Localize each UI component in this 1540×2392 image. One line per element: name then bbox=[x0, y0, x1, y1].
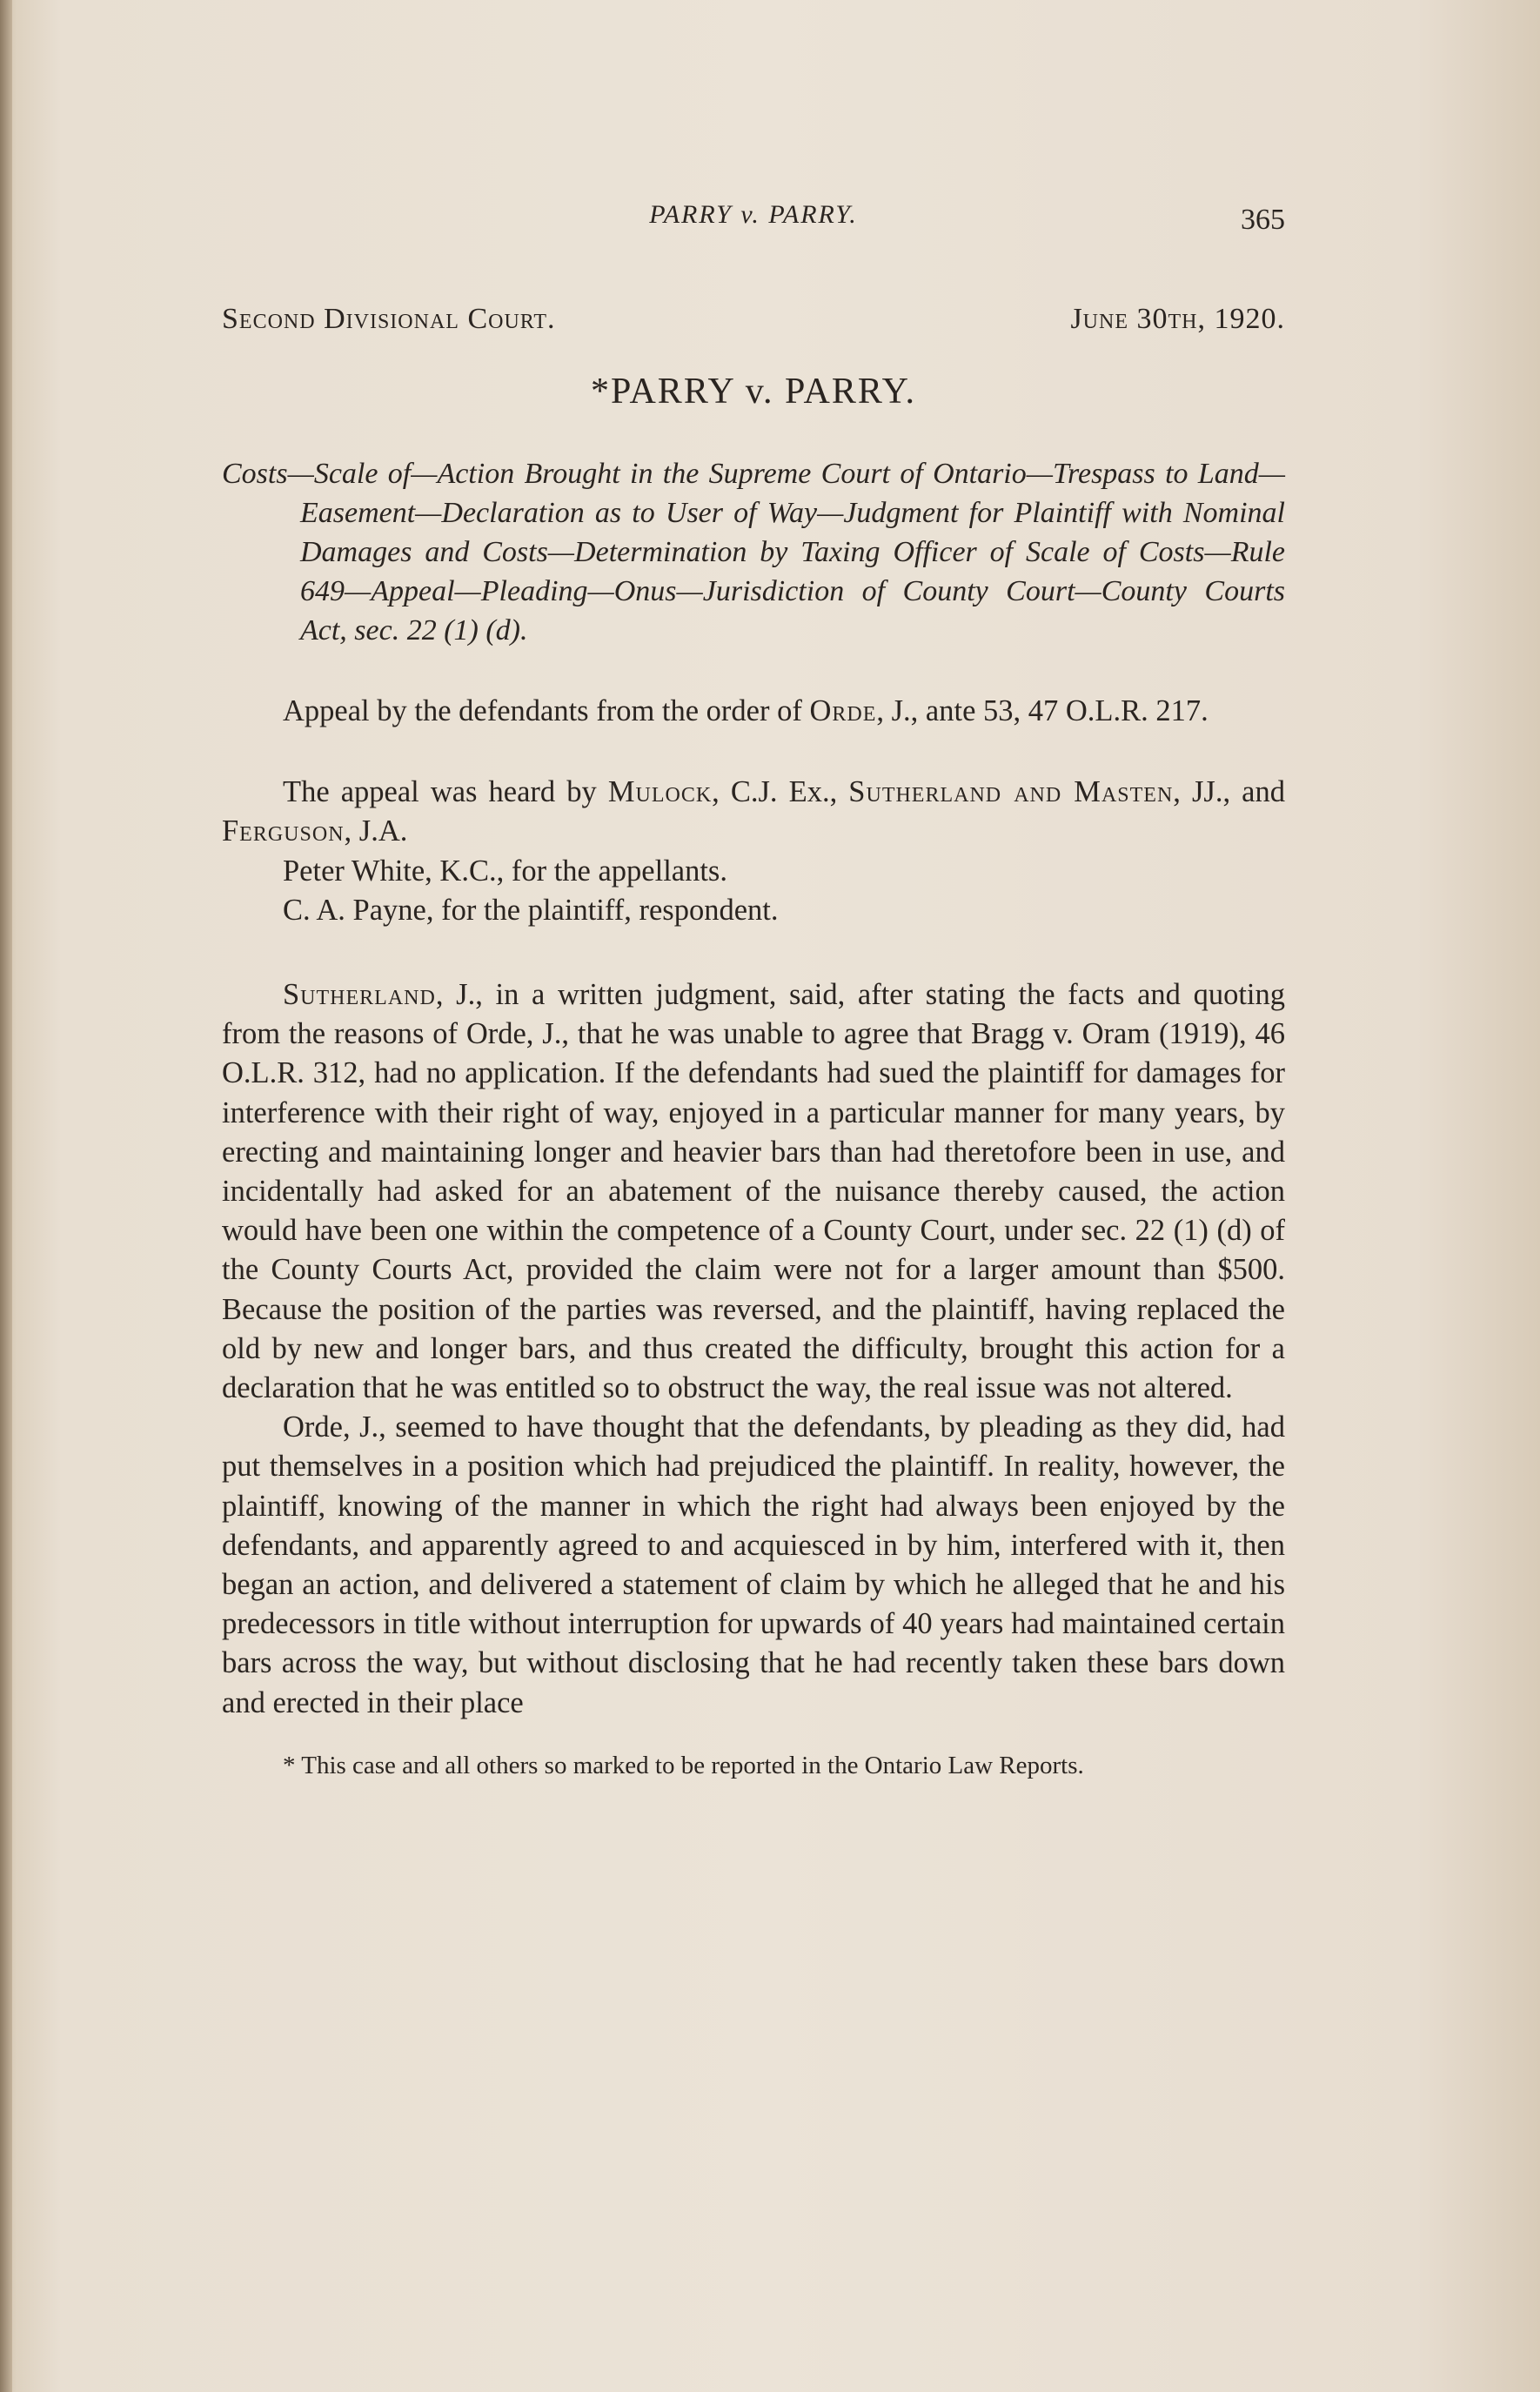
appeal-judge: Orde bbox=[809, 694, 877, 727]
heard-text: The appeal was heard by bbox=[283, 775, 608, 809]
heard-text: , C.J. Ex., bbox=[712, 775, 849, 809]
heard-paragraph bbox=[222, 773, 1285, 851]
judge-mulock: Mulock bbox=[607, 775, 713, 809]
running-head bbox=[222, 191, 1285, 244]
judge-ferguson: Ferguson bbox=[222, 814, 345, 848]
page-number: 365 bbox=[1241, 204, 1285, 236]
text-block bbox=[222, 191, 1285, 1782]
decision-date: June 30th, 1920. bbox=[1070, 303, 1285, 335]
case-title: *PARRY v. PARRY. bbox=[590, 372, 917, 412]
judgment-paragraph-1 bbox=[222, 975, 1285, 1408]
running-title: PARRY v. PARRY. bbox=[649, 200, 858, 229]
footnote: * This case and all others so marked to be reported in the Ontario Law Reports. bbox=[283, 1751, 1084, 1779]
judgment-paragraph-2: Orde, J., seemed to have thought that the defendants, by pleading as they did, had put themselves in a position which had prejudiced the plaintiff. In reality, however, the plaintiff, knowing of the manner in which the right had always been enjoyed by the defendants, and apparently agreed to and acquiesced in by him, interfered with it, then began an action, and delivered a statement of claim by which he alleged that he and his predecessors in title without interruption for upwards of 40 years had maintained certain bars across the way, but without disclosing that he had recently taken these bars down and erected in their place bbox=[222, 1410, 1285, 1719]
appeal-text-after: , J., ante 53, 47 O.L.R. 217. bbox=[876, 694, 1209, 727]
headnote: Costs—Scale of—Action Brought in the Supreme Court of Ontario—Trespass to Land—Easement—Declaration as to User of Way—Judgment for Plaintiff with Nominal Damages and Costs—Determination by Taxing Officer of Scale of Costs—Rule 649—Appeal—Pleading—Onus—Jurisdiction of County Court—County Courts Act, sec. 22 (1) (d). bbox=[222, 458, 1285, 647]
heard-text: , J.A. bbox=[344, 814, 408, 848]
book-binding-edge bbox=[0, 0, 12, 2392]
heard-text: , JJ., and bbox=[1173, 775, 1285, 809]
appeal-paragraph bbox=[222, 692, 1285, 731]
judgment-text-1: , J., in a written judgment, said, after stating the facts and quoting from the reasons of Orde, J., that he was unable to agree that Bragg v. Oram (1919), 46 O.L.R. 312, had no application. If the defendants had sued the plaintiff for damages for interference with their right of way, enjoyed in a particular manner for many years, by erecting and maintaining longer and heavier bars than had theretofore been in use, and incidentally had asked for an abatement of the nuisance thereby caused, the action would have been one within the competence of a County Court, under sec. 22 (1) (d) of the County Courts Act, provided the claim were not for a larger amount than $500. Because the position of the parties was reversed, and the plaintiff, having replaced the old by new and longer bars, and thus created the difficulty, brought this action for a declaration that he was entitled so to obstruct the way, the real issue was not altered. bbox=[222, 978, 1285, 1405]
court-line bbox=[222, 303, 1285, 336]
counsel-respondent: C. A. Payne, for the plaintiff, respondent. bbox=[283, 893, 779, 927]
counsel-appellants: Peter White, K.C., for the appellants. bbox=[283, 854, 727, 888]
judgment-judge: Sutherland bbox=[283, 978, 436, 1012]
appeal-text-before: Appeal by the defendants from the order of bbox=[283, 694, 810, 727]
court-name: Second Divisional Court. bbox=[222, 303, 556, 335]
judges-sutherland-masten: Sutherland and Masten bbox=[848, 775, 1174, 809]
